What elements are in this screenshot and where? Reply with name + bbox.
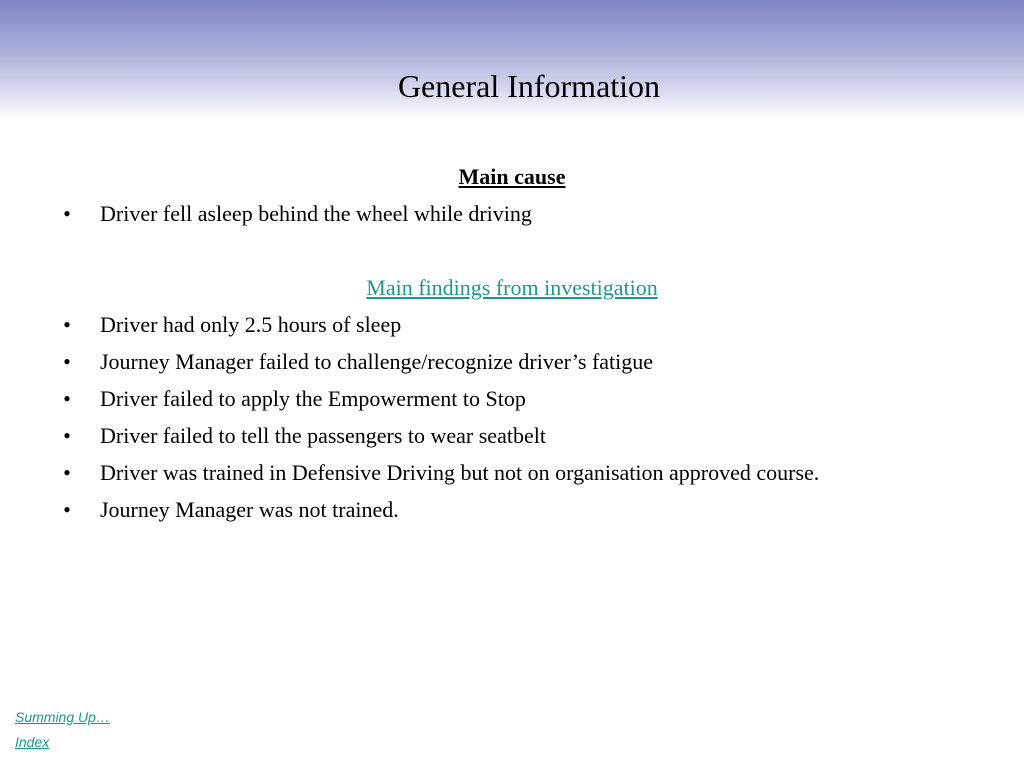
main-cause-list [60,195,964,232]
slide-title: General Information [397,68,661,104]
finding-text: Journey Manager failed to challenge/recognize driver’s fatigue [100,349,654,374]
bullet-icon: • [63,423,71,448]
finding-text: Driver was trained in Defensive Driving but not on organisation approved course. [100,460,820,485]
bullet-icon: • [63,201,71,226]
finding-text: Driver failed to apply the Empowerment to Stop [100,386,526,411]
bullet-icon: • [63,349,71,374]
bullet-icon: • [63,312,71,337]
list-item [60,454,964,491]
list-item [60,195,964,232]
bullet-icon: • [63,386,71,411]
main-cause-section-heading [60,158,964,195]
list-item [60,306,964,343]
slide-content [60,158,964,528]
main-cause-heading: Main cause [458,164,566,189]
list-item [60,491,964,528]
main-findings-link[interactable]: Main findings from investigation [366,275,658,300]
finding-text: Driver failed to tell the passengers to wear seatbelt [100,423,546,448]
bullet-icon: • [63,460,71,485]
findings-section-heading [60,269,964,306]
list-item [60,417,964,454]
index-link[interactable]: Index [15,734,50,750]
bullet-icon: • [63,497,71,522]
section-spacer [60,232,964,269]
main-cause-text: Driver fell asleep behind the wheel while driving [100,201,532,226]
findings-list [60,306,964,528]
footer-navigation [15,705,110,755]
summing-up-link[interactable]: Summing Up… [15,709,110,725]
finding-text: Journey Manager was not trained. [100,497,399,522]
list-item [60,343,964,380]
finding-text: Driver had only 2.5 hours of sleep [100,312,402,337]
list-item [60,380,964,417]
